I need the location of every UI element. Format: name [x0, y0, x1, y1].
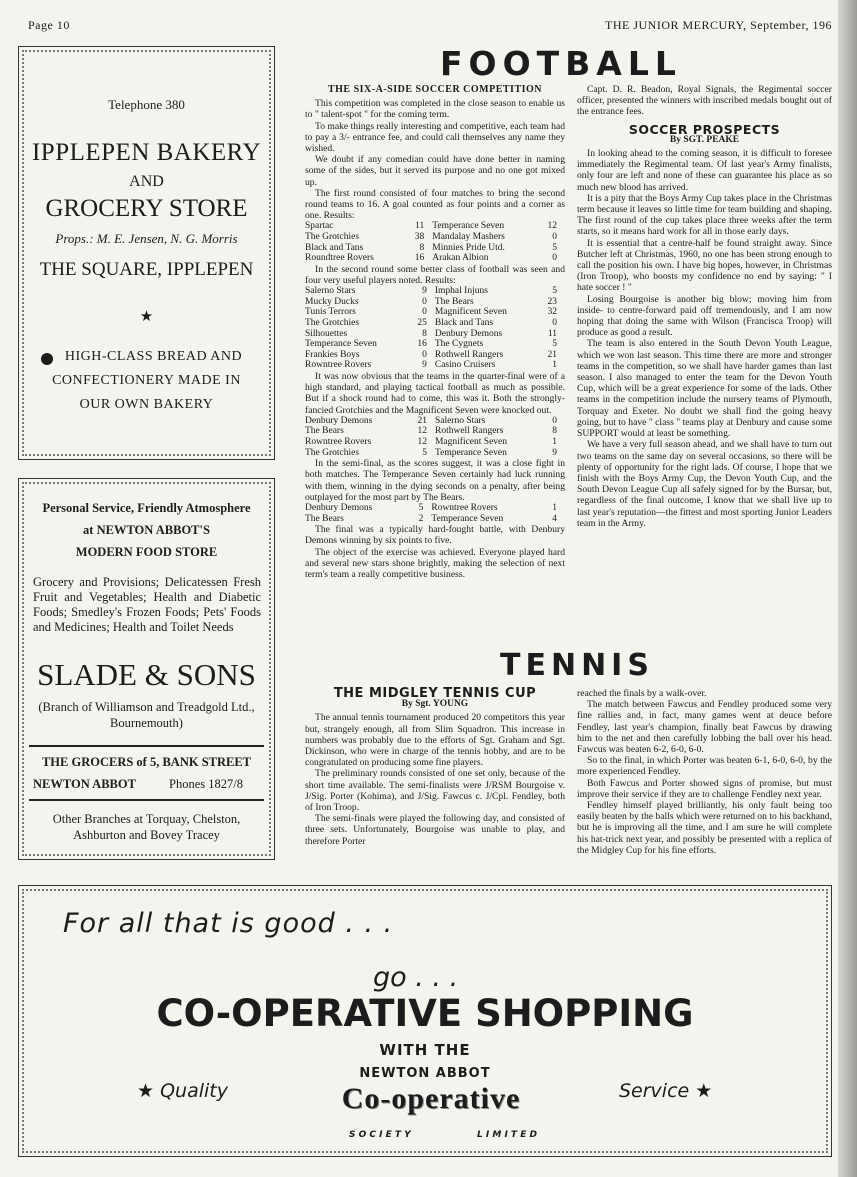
- team-name: The Cygnets: [434, 339, 484, 350]
- result-row: [305, 503, 565, 514]
- team-name: The Grotchies: [305, 318, 360, 328]
- bakery-props: Props.: M. E. Jensen, N. G. Morris: [55, 231, 238, 246]
- team-score: 23: [547, 296, 557, 307]
- paragraph: The object of the exercise was achieved. Everyone played hard and several new stars shone brightly, making the selection of next term's team a really competitive business.: [305, 546, 565, 580]
- team-score: 25: [417, 318, 427, 328]
- paragraph: The first round consisted of four matches to bring the second round teams to 16. A goal counted as four points and a corner as one. Results:: [305, 187, 565, 222]
- slade-town: NEWTON ABBOT: [33, 777, 136, 791]
- team-score: 2: [418, 513, 424, 524]
- paragraph: The final was a typically hard-fought battle, with Denbury Demons winning by six points to five.: [305, 524, 565, 547]
- team-name: Imphal Injuns: [434, 286, 488, 297]
- six-a-side-heading: THE SIX-A-SIDE SOCCER COMPETITION: [327, 84, 543, 95]
- publication-header: THE JUNIOR MERCURY, September, 196: [605, 18, 832, 32]
- paragraph: The semi-finals were played the following day, and consisted of three sets. Unfortunately, Bourgoise was unable to play, and therefore Porter: [305, 813, 565, 847]
- slade-products: Grocery and Provisions; Delicatessen Fresh Fruit and Vegetables; Health and Diabetic Foods; Smedley's Frozen Foods; Pets' Foods and Medicines; Health and Toilet Needs: [33, 575, 261, 634]
- team-score: 1: [552, 436, 557, 447]
- team-name: Magnificent Seven: [434, 307, 507, 318]
- result-row: [305, 243, 565, 254]
- paragraph: It is a pity that the Boys Army Cup takes place in the Christmas term because it leaves so little time for team building and shaping. The first round of the cup takes place three weeks after the term starts, so it means hard work for all in those early days.: [577, 192, 832, 238]
- bakery-telephone: Telephone 380: [108, 97, 185, 112]
- team-score: 8: [552, 426, 557, 437]
- team-score: 0: [422, 349, 427, 360]
- team-score: 5: [422, 447, 427, 458]
- soccer-prospects-heading: SOCCER PROSPECTS: [628, 121, 781, 137]
- team-score: 4: [552, 513, 557, 524]
- team-name: Roundtree Rovers: [305, 253, 374, 264]
- team-name: The Bears: [434, 296, 474, 307]
- tennis-title: TENNIS: [500, 648, 654, 683]
- result-row: [305, 416, 565, 427]
- result-row: [305, 514, 565, 525]
- slade-rule-top: [29, 745, 264, 747]
- team-name: Mucky Ducks: [305, 296, 359, 307]
- page-edge: [838, 0, 857, 1177]
- team-name: Denbury Demons: [434, 328, 503, 339]
- team-name: Spartac: [305, 221, 334, 232]
- team-name: Temperance Seven: [432, 221, 505, 232]
- paragraph: Losing Bourgoise is another big blow; moving him from inside- to centre-forward paid off tremendously, and I am now hoping that doing the same with Wilson (Francisca Troop) will produce as good a result.: [577, 293, 832, 339]
- team-score: 21: [547, 349, 557, 360]
- team-name: Mandalay Mashers: [432, 232, 505, 243]
- team-name: Black and Tans: [305, 242, 364, 253]
- midgley-cup-heading: THE MIDGLEY TENNIS CUP: [333, 686, 537, 701]
- team-name: Salerno Stars: [434, 415, 486, 426]
- results-round-1: [305, 221, 565, 263]
- team-score: 12: [417, 436, 427, 447]
- team-score: 1: [552, 360, 557, 371]
- team-name: The Grotchies: [305, 232, 360, 243]
- team-name: Temperance Seven: [305, 339, 377, 350]
- team-name: Casino Cruisers: [434, 360, 496, 371]
- bakery-name-line2: GROCERY STORE: [45, 195, 248, 222]
- results-round-2: [305, 286, 565, 371]
- paragraph: This competition was completed in the close season to enable us to " talent-spot " for the coming term.: [305, 98, 565, 121]
- team-name: Magnificent Seven: [434, 436, 508, 447]
- team-score: 0: [552, 253, 557, 264]
- coop-limited: L I M I T E D: [477, 1130, 537, 1140]
- football-column-2: [577, 84, 832, 529]
- result-row: [305, 286, 565, 297]
- team-name: Arakan Albion: [432, 253, 489, 264]
- team-score: 9: [552, 447, 557, 458]
- team-score: 11: [547, 328, 557, 339]
- team-name: Rothwell Rangers: [434, 426, 504, 437]
- team-name: Denbury Demons: [305, 502, 373, 513]
- result-row: [305, 448, 565, 459]
- paragraph: We doubt if any comedian could have done better in naming some of the sides, but it served its purpose and no one got mixed up.: [305, 154, 565, 188]
- paragraph: We have a very full season ahead, and we shall have to turn out two teams on the same day on several occasions, so there will be plenty of opportunity for the right lads. Of course, I hope that we finish with the Boys Army Cup, the Devon Youth Cup, and the South Devon League Cup all safely signed for by the Bursar, but, regardless of the final outcome, I know that we shall live up to last year's reputation—the fittest and most sporting Junior Leaders team in the Army.: [577, 439, 832, 529]
- tennis-column-2: [577, 688, 832, 856]
- team-name: Rowntree Rovers: [305, 436, 372, 447]
- result-row: [305, 307, 565, 318]
- result-row: [305, 360, 565, 371]
- team-name: Temperance Seven: [434, 447, 507, 458]
- team-score: 9: [422, 286, 427, 297]
- slade-address: THE GROCERS of 5, BANK STREET: [41, 755, 252, 769]
- slade-intro1: Personal Service, Friendly Atmosphere: [42, 501, 251, 515]
- team-score: 32: [547, 307, 557, 318]
- tennis-column-1: [305, 688, 565, 847]
- team-score: 0: [422, 307, 427, 318]
- results-semi-finals: [305, 503, 565, 524]
- slade-intro3: MODERN FOOD STORE: [75, 545, 218, 559]
- bakery-address: THE SQUARE, IPPLEPEN: [39, 259, 254, 280]
- team-name: Minnies Pride Utd.: [432, 242, 505, 253]
- team-name: Salerno Stars: [305, 286, 356, 297]
- coop-quality: ★ Quality: [137, 1080, 228, 1102]
- paragraph: The annual tennis tournament produced 20 competitors this year but, strangely enough, all from Slim Squadron. This increase in numbers was probably due to the efforts of Sgt. Graham and Sgt. Dickinson, who were in charge of the tennis hobby, and are to be congratulated on producing some fine players.: [305, 712, 565, 769]
- results-quarter-finals: [305, 416, 565, 458]
- result-row: [305, 318, 565, 329]
- team-score: 0: [552, 415, 557, 426]
- team-name: Denbury Demons: [305, 415, 373, 426]
- team-score: 9: [422, 360, 427, 371]
- team-score: 12: [417, 426, 427, 437]
- bakery-and: AND: [129, 173, 164, 190]
- paragraph: reached the finals by a walk-over.: [577, 688, 707, 699]
- slade-branches: Other Branches at Torquay, Chelston, Ashburton and Bovey Tracey: [52, 812, 241, 842]
- coop-logo-text: Co-operative: [341, 1082, 521, 1115]
- team-name: Frankies Boys: [305, 349, 360, 360]
- team-name: The Grotchies: [305, 447, 360, 458]
- co-operative-shopping-ad: [18, 885, 832, 1157]
- team-score: 5: [552, 286, 557, 297]
- slade-branch: (Branch of Williamson and Treadgold Ltd., Bournemouth): [38, 700, 255, 730]
- team-name: The Bears: [305, 426, 344, 437]
- paragraph: In looking ahead to the coming season, it is difficult to foresee immediately the Regimental team. Of last year's Army finalists, only four are left and none of these can guarantee his place as so much new blood has arrived.: [577, 148, 832, 193]
- team-score: 8: [422, 328, 427, 339]
- team-name: Black and Tans: [434, 318, 494, 328]
- star-icon: ★: [139, 309, 154, 325]
- team-score: 0: [552, 232, 557, 243]
- paragraph: In the second round some better class of football was seen and four very useful players noted. Results:: [305, 263, 565, 287]
- result-row: [305, 339, 565, 350]
- co-operative-society-logo: [281, 1082, 581, 1120]
- paragraph: Capt. D. R. Beadon, Royal Signals, the Regimental soccer officer, presented the winners with inscribed medals bought out of the entrance fees.: [577, 84, 832, 118]
- team-score: 12: [547, 221, 557, 232]
- team-score: 16: [414, 253, 425, 264]
- paragraph: The match between Fawcus and Fendley produced some very fine rallies and, in fact, many games went at deuce before Fendley, last year's champion, finally beat Fawcus by drawing him to the net and then carefully lobbing the ball over his head. Fawcus was beaten 6-2, 6-0, 6-0.: [577, 699, 832, 756]
- result-row: [305, 426, 565, 437]
- bakery-line3: OUR OWN BAKERY: [79, 397, 214, 412]
- coop-society: S O C I E T Y: [349, 1130, 411, 1140]
- team-score: 8: [419, 242, 425, 253]
- ipplepen-bakery-ad: [18, 46, 275, 460]
- team-name: Rowntree Rovers: [431, 502, 498, 513]
- page-number: Page 10: [28, 18, 70, 32]
- slade-rule-bottom: [29, 799, 264, 801]
- team-name: Temperance Seven: [431, 513, 504, 524]
- result-row: [305, 329, 565, 340]
- team-score: 1: [552, 502, 557, 513]
- soccer-prospects-byline: By SGT. PEAKE: [669, 134, 740, 145]
- team-name: Tunis Terrors: [305, 307, 356, 318]
- bakery-line1: HIGH-CLASS BREAD AND: [64, 349, 243, 364]
- team-score: 5: [552, 339, 557, 350]
- result-row: [305, 232, 565, 243]
- football-title: FOOTBALL: [440, 44, 682, 83]
- paragraph: In the semi-final, as the scores suggest, it was a close fight in both matches. The Temperance Seven certainly had luck running with them, winning in the dying seconds on a penalty, after being outplayed for the most part by The Bears.: [305, 458, 565, 503]
- coop-line2: go . . .: [373, 962, 459, 993]
- team-score: 0: [552, 318, 557, 328]
- slade-and-sons-ad: [18, 478, 275, 860]
- paragraph: The team is also entered in the South Devon Youth League, which we won last season. This time there are more and stronger teams in the competition, so we shall have harder games than last season. I also managed to enter the team for the Devon Youth Cup, which will be a great experience for some of the lads. Other teams in the competition include the nursery teams of Plymouth, Torquay and Exeter. No doubt we shall find the going heavy going, but to have " class " teams play at Denbury and cause some SUPPORT would at least be something.: [577, 338, 832, 440]
- team-score: 5: [418, 502, 424, 513]
- coop-newton-abbot: NEWTON ABBOT: [359, 1066, 491, 1081]
- paragraph: To make things really interesting and competitive, each team had to pay a 3/- entrance fee, and could call themselves any name they wished.: [305, 120, 565, 155]
- team-score: 5: [552, 242, 557, 253]
- slade-intro2: at NEWTON ABBOT'S: [83, 523, 210, 537]
- result-row: [305, 221, 565, 232]
- team-score: 11: [415, 221, 425, 232]
- team-score: 21: [417, 415, 427, 426]
- bakery-line2: CONFECTIONERY MADE IN: [52, 373, 241, 388]
- result-row: [305, 437, 565, 448]
- team-score: 38: [414, 232, 425, 243]
- football-column-1: [305, 84, 565, 580]
- team-name: Silhouettes: [305, 328, 348, 339]
- paragraph: So to the final, in which Porter was beaten 6-1, 6-0, 6-0, by the more experienced Fendley.: [577, 755, 832, 778]
- coop-with-the: WITH THE: [379, 1041, 471, 1059]
- slade-phones: Phones 1827/8: [169, 777, 243, 791]
- team-score: 0: [422, 296, 427, 307]
- paragraph: Both Fawcus and Porter showed signs of promise, but must improve their service if they are to challenge Fendley next year.: [577, 777, 832, 800]
- team-name: Rowntree Rovers: [305, 360, 372, 371]
- bakery-name-line1: IPPLEPEN BAKERY: [31, 139, 262, 166]
- tennis-byline: By Sgt. YOUNG: [401, 699, 469, 710]
- team-name: The Bears: [305, 513, 344, 524]
- coop-line1: For all that is good . . .: [63, 908, 394, 939]
- result-row: [305, 350, 565, 361]
- paragraph: Fendley himself played brilliantly, his only fault being too easily beaten by the balls which were returned on to his backhand, but he is improving all the time, and I am sure he will complete his hat-trick next year, and possibly be presented with a replica of the Midgley Cup for his fine efforts.: [577, 800, 832, 856]
- result-row: [305, 253, 565, 264]
- paragraph: It is essential that a centre-half be found straight away. Since Butcher left at Christmas, 1960, no one has been strong enough to call the position his own. I have big hopes, however, in Christmas (Iron Troop), who boosts my confidence no end by saying: " I hate soccer ! ": [577, 237, 832, 294]
- team-score: 16: [417, 339, 427, 350]
- paragraph: The preliminary rounds consisted of one set only, because of the short time available. The semi-finalists were J/RSM Bourgoise v. J/Sig. Porter (Kohima), and J/Sig. Fawcus c. J/Cpl. Fendley, both of Iron Troop.: [305, 768, 565, 814]
- coop-line3: CO-OPERATIVE SHOPPING: [156, 992, 694, 1035]
- team-name: Rothwell Rangers: [434, 349, 504, 360]
- slade-name: SLADE & SONS: [37, 657, 256, 692]
- coop-service: Service ★: [619, 1080, 713, 1102]
- result-row: [305, 297, 565, 308]
- paragraph: It was now obvious that the teams in the quarter-final were of a high standard, and playing tactical football as much as possible. But if a shock round had to come, this was it. Both the strongly-fancied Grotchies and the Magnificent Seven were knocked out.: [305, 370, 565, 416]
